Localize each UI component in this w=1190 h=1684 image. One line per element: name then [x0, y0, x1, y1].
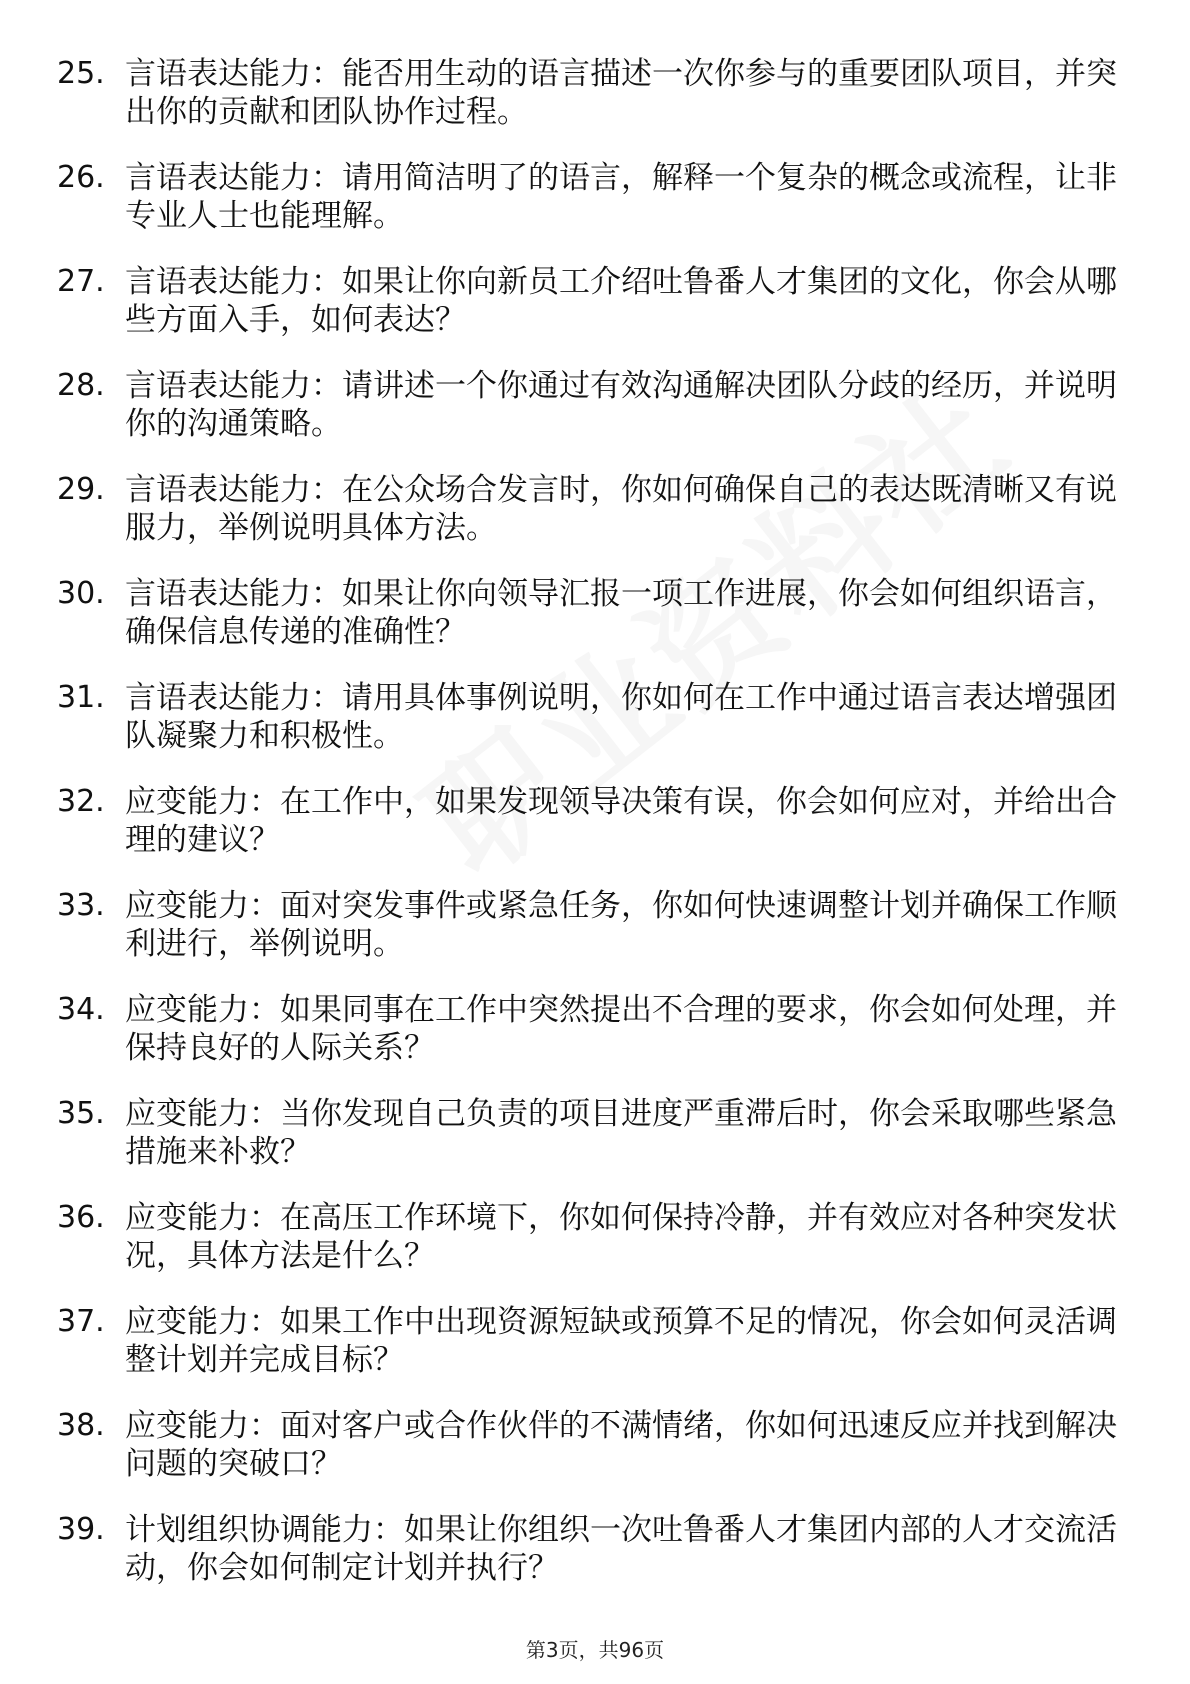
item-text: 言语表达能力：能否用生动的语言描述一次你参与的重要团队项目，并突出你的贡献和团队协作过程。: [125, 56, 1117, 130]
item-text: 应变能力：在工作中，如果发现领导决策有误，你会如何应对，并给出合理的建议？: [125, 784, 1117, 858]
list-item: [57, 263, 1137, 367]
question-list: [57, 55, 1137, 1615]
list-item: [57, 991, 1137, 1095]
item-text: 计划组织协调能力：如果让你组织一次吐鲁番人才集团内部的人才交流活动，你会如何制定计划并执行？: [125, 1512, 1117, 1586]
item-number: 29.: [57, 472, 105, 507]
list-item: [57, 1511, 1137, 1615]
item-text: 应变能力：面对客户或合作伙伴的不满情绪，你如何迅速反应并找到解决问题的突破口？: [125, 1408, 1117, 1482]
list-item: [57, 159, 1137, 263]
list-item: [57, 679, 1137, 783]
list-item: [57, 1199, 1137, 1303]
list-item: [57, 887, 1137, 991]
item-number: 28.: [57, 368, 105, 403]
item-number: 25.: [57, 56, 105, 91]
item-number: 31.: [57, 680, 105, 715]
list-item: [57, 1095, 1137, 1199]
item-text: 应变能力：在高压工作环境下，你如何保持冷静，并有效应对各种突发状况，具体方法是什么？: [125, 1200, 1117, 1274]
item-number: 35.: [57, 1096, 105, 1131]
item-text: 应变能力：如果同事在工作中突然提出不合理的要求，你会如何处理，并保持良好的人际关系？: [125, 992, 1117, 1066]
list-item: [57, 471, 1137, 575]
list-item: [57, 575, 1137, 679]
list-item: [57, 783, 1137, 887]
list-item: [57, 367, 1137, 471]
item-number: 34.: [57, 992, 105, 1027]
list-item: [57, 55, 1137, 159]
list-item: [57, 1303, 1137, 1407]
item-text: 言语表达能力：如果让你向领导汇报一项工作进展，你会如何组织语言，确保信息传递的准确性？: [125, 576, 1117, 650]
item-text: 应变能力：当你发现自己负责的项目进度严重滞后时，你会采取哪些紧急措施来补救？: [125, 1096, 1117, 1170]
item-text: 言语表达能力：如果让你向新员工介绍吐鲁番人才集团的文化，你会从哪些方面入手，如何表达？: [125, 264, 1117, 338]
item-number: 27.: [57, 264, 105, 299]
item-text: 言语表达能力：请讲述一个你通过有效沟通解决团队分歧的经历，并说明你的沟通策略。: [125, 368, 1117, 442]
item-text: 言语表达能力：在公众场合发言时，你如何确保自己的表达既清晰又有说服力，举例说明具体方法。: [125, 472, 1117, 546]
item-text: 言语表达能力：请用简洁明了的语言，解释一个复杂的概念或流程，让非专业人士也能理解。: [125, 160, 1117, 234]
item-text: 应变能力：如果工作中出现资源短缺或预算不足的情况，你会如何灵活调整计划并完成目标？: [125, 1304, 1117, 1378]
item-number: 32.: [57, 784, 105, 819]
item-number: 36.: [57, 1200, 105, 1235]
item-text: 应变能力：面对突发事件或紧急任务，你如何快速调整计划并确保工作顺利进行，举例说明。: [125, 888, 1117, 962]
item-number: 33.: [57, 888, 105, 923]
item-number: 30.: [57, 576, 105, 611]
item-number: 38.: [57, 1408, 105, 1443]
item-number: 37.: [57, 1304, 105, 1339]
list-item: [57, 1407, 1137, 1511]
item-number: 26.: [57, 160, 105, 195]
page-footer: 第3页，共96页: [525, 1638, 665, 1662]
item-text: 言语表达能力：请用具体事例说明，你如何在工作中通过语言表达增强团队凝聚力和积极性。: [125, 680, 1117, 754]
item-number: 39.: [57, 1512, 105, 1547]
